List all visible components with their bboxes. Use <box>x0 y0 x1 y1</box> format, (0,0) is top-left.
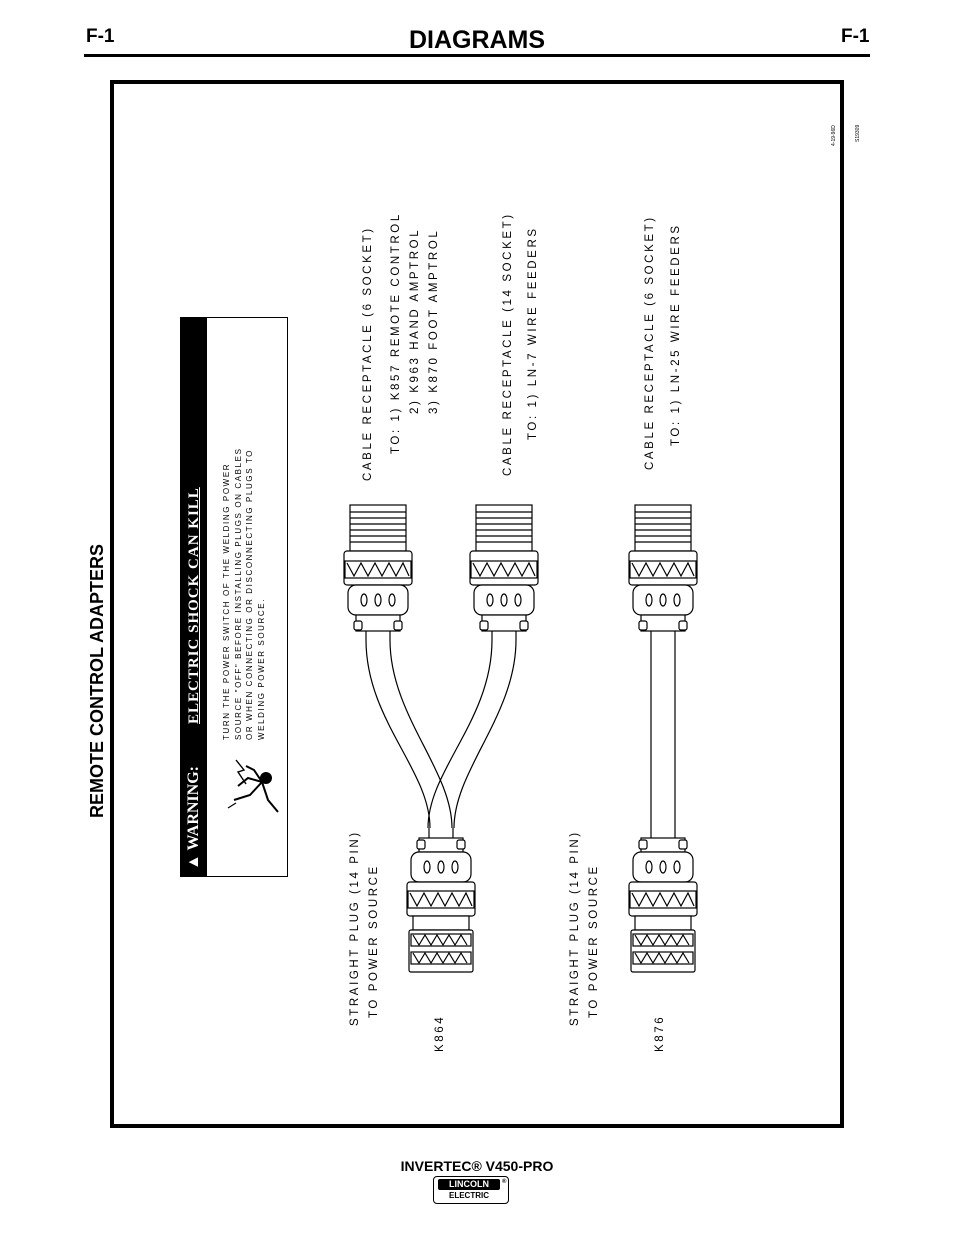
warning-line: TURN THE POWER SWITCH OF THE WELDING POWER <box>222 462 231 740</box>
warning-label: ▲ WARNING: <box>185 766 202 870</box>
footer-model-name: INVERTEC® V450-PRO <box>400 1158 554 1174</box>
revision-date: 4-19-96D <box>831 125 837 146</box>
drawing-number: S19309 <box>855 124 861 142</box>
k876-straight-plug <box>629 828 697 972</box>
lincoln-electric-logo <box>433 1176 509 1204</box>
k864-receptacle-6-title: CABLE RECEPTACLE (6 SOCKET) <box>362 226 374 481</box>
page-code-left: F-1 <box>86 26 115 47</box>
k864-receptacle-14-title: CABLE RECEPTACLE (14 SOCKET) <box>502 212 514 476</box>
k864-receptacle-6-line-1: TO: 1) K857 REMOTE CONTROL <box>390 212 402 454</box>
logo-bottom-text: ELECTRIC <box>449 1191 489 1200</box>
k864-receptacle-6-line-2: 2) K963 HAND AMPTROL <box>409 227 421 414</box>
k876-receptacle-6-socket <box>629 505 697 640</box>
section-title: REMOTE CONTROL ADAPTERS <box>87 543 107 818</box>
k864-straight-plug <box>407 828 475 972</box>
k864-plug-label-1: STRAIGHT PLUG (14 PIN) <box>349 830 361 1026</box>
page-title: DIAGRAMS <box>408 26 546 54</box>
warning-triangle-icon: ▲ <box>185 850 202 870</box>
k864-receptacle-6-socket <box>344 505 412 640</box>
k876-receptacle-6-title: CABLE RECEPTACLE (6 SOCKET) <box>644 215 656 470</box>
k864-receptacle-14-socket <box>470 505 538 640</box>
k876-plug-label-1: STRAIGHT PLUG (14 PIN) <box>569 830 581 1026</box>
warning-line: WELDING POWER SOURCE. <box>256 597 266 740</box>
warning-line: OR WHEN CONNECTING OR DISCONNECTING PLUGS TO <box>245 448 254 740</box>
warning-line: SOURCE "OFF" BEFORE INSTALLING PLUGS ON CABLES <box>233 447 243 740</box>
k876-receptacle-6-line-1: TO: 1) LN-25 WIRE FEEDERS <box>670 223 682 446</box>
logo-registered-mark: ® <box>502 1179 507 1185</box>
shock-hazard-icon <box>228 760 278 812</box>
k864-receptacle-14-line-1: TO: 1) LN-7 WIRE FEEDERS <box>527 226 539 440</box>
page-code-right: F-1 <box>841 26 870 47</box>
warning-headline: ELECTRIC SHOCK CAN KILL <box>186 487 202 724</box>
k876-model-label: K876 <box>654 1014 666 1052</box>
logo-top-text: LINCOLN <box>438 1179 500 1190</box>
k864-cables <box>366 640 516 828</box>
k876-plug-label-2: TO POWER SOURCE <box>588 864 600 1018</box>
k864-receptacle-6-line-3: 3) K870 FOOT AMPTROL <box>428 228 440 414</box>
k876-cable <box>651 640 675 828</box>
k864-plug-label-2: TO POWER SOURCE <box>368 864 380 1018</box>
k864-model-label: K864 <box>434 1014 446 1052</box>
